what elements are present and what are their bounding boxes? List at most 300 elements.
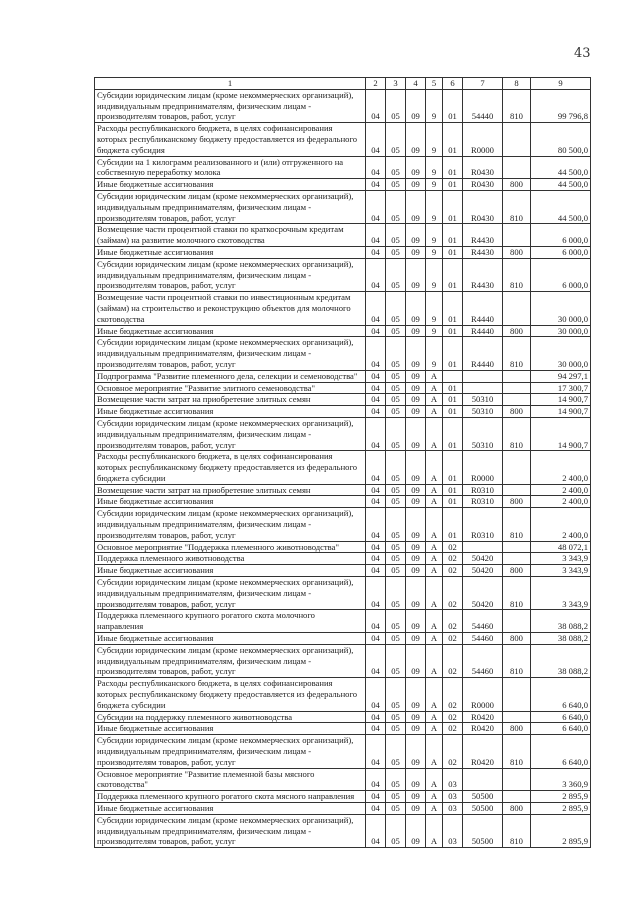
cell-amount: 6 640,0 [531,711,591,723]
cell-code-5: 01 [443,89,463,122]
cell-type-code: 800 [503,633,531,645]
cell-description: Субсидии на поддержку племенного животноводства [95,711,366,723]
cell-code-2: 05 [386,496,406,508]
cell-description: Субсидии юридическим лицам (кроме некоммерческих организаций), индивидуальным предпринимателям, физическим лицам - производителям товаров, работ, услуг [95,735,366,768]
cell-code-5: 01 [443,508,463,541]
cell-type-code: 810 [503,190,531,223]
cell-description: Расходы республиканского бюджета, в целях софинансирования которых республиканскому бюджету предоставляется из федерального бюджета субсидия [95,123,366,156]
cell-code-3: 09 [406,179,426,191]
cell-code-4: А [426,565,443,577]
cell-description: Субсидии юридическим лицам (кроме некоммерческих организаций), индивидуальным предпринимателям, физическим лицам - производителям товаров, работ, услуг [95,258,366,291]
cell-code-4: А [426,814,443,847]
cell-code-4: 9 [426,325,443,337]
cell-description: Иные бюджетные ассигнования [95,633,366,645]
cell-expense-code [463,541,503,553]
cell-expense-code: 54460 [463,644,503,677]
cell-type-code: 800 [503,179,531,191]
cell-description: Возмещение части затрат на приобретение элитных семян [95,394,366,406]
cell-amount: 6 000,0 [531,246,591,258]
cell-code-4: 9 [426,190,443,223]
cell-code-2: 05 [386,678,406,711]
cell-type-code: 810 [503,258,531,291]
cell-code-4: А [426,406,443,418]
cell-code-5: 01 [443,190,463,223]
cell-code-5: 01 [443,179,463,191]
cell-type-code: 800 [503,723,531,735]
cell-expense-code: 50500 [463,803,503,815]
cell-code-3: 09 [406,577,426,610]
cell-code-5: 03 [443,814,463,847]
cell-amount: 6 640,0 [531,723,591,735]
cell-description: Субсидии на 1 килограмм реализованного и (или) отгруженного на собственную переработку молока [95,156,366,179]
budget-table [94,77,591,848]
cell-code-5: 02 [443,711,463,723]
cell-amount: 6 000,0 [531,224,591,247]
cell-type-code [503,123,531,156]
cell-code-2: 05 [386,292,406,325]
cell-code-2: 05 [386,803,406,815]
cell-type-code [503,541,531,553]
column-header-type-code: 8 [503,78,531,90]
cell-code-3: 09 [406,484,426,496]
cell-code-5: 02 [443,723,463,735]
cell-expense-code [463,370,503,382]
cell-type-code: 800 [503,565,531,577]
cell-type-code [503,553,531,565]
column-header-code-2: 3 [386,78,406,90]
cell-expense-code: R0000 [463,678,503,711]
cell-code-2: 05 [386,791,406,803]
cell-expense-code: 50420 [463,577,503,610]
cell-code-2: 05 [386,156,406,179]
cell-amount: 38 088,2 [531,633,591,645]
cell-amount: 2 400,0 [531,484,591,496]
table-row [95,292,591,325]
cell-code-1: 04 [366,484,386,496]
table-row [95,553,591,565]
table-row [95,723,591,735]
cell-description: Иные бюджетные ассигнования [95,803,366,815]
table-row [95,179,591,191]
cell-code-1: 04 [366,325,386,337]
cell-description: Субсидии юридическим лицам (кроме некоммерческих организаций), индивидуальным предпринимателям, физическим лицам - производителям товаров, работ, услуг [95,644,366,677]
cell-code-5: 03 [443,803,463,815]
cell-code-1: 04 [366,394,386,406]
cell-expense-code: R4440 [463,325,503,337]
cell-code-1: 04 [366,711,386,723]
cell-code-5: 01 [443,123,463,156]
cell-expense-code: R4430 [463,258,503,291]
cell-amount: 38 088,2 [531,644,591,677]
cell-code-1: 04 [366,370,386,382]
cell-code-2: 05 [386,633,406,645]
cell-amount: 6 640,0 [531,735,591,768]
cell-code-3: 09 [406,541,426,553]
table-row [95,644,591,677]
cell-expense-code: R0420 [463,723,503,735]
cell-type-code [503,156,531,179]
cell-code-3: 09 [406,224,426,247]
cell-code-2: 05 [386,179,406,191]
cell-code-5: 02 [443,541,463,553]
cell-code-5: 01 [443,451,463,484]
cell-amount: 14 900,7 [531,394,591,406]
table-row [95,791,591,803]
cell-code-4: А [426,791,443,803]
cell-description: Субсидии юридическим лицам (кроме некоммерческих организаций), индивидуальным предпринимателям, физическим лицам - производителям товаров, работ, услуг [95,89,366,122]
cell-expense-code [463,768,503,791]
cell-amount: 3 343,9 [531,577,591,610]
cell-code-2: 05 [386,508,406,541]
cell-code-4: А [426,394,443,406]
cell-type-code: 810 [503,735,531,768]
cell-expense-code: R0000 [463,123,503,156]
cell-code-4: А [426,417,443,450]
cell-expense-code: R0420 [463,735,503,768]
table-row [95,156,591,179]
table-row [95,803,591,815]
cell-code-3: 09 [406,258,426,291]
cell-expense-code: 50420 [463,553,503,565]
cell-expense-code: R0430 [463,156,503,179]
cell-code-2: 05 [386,723,406,735]
cell-code-1: 04 [366,258,386,291]
cell-code-3: 09 [406,610,426,633]
cell-type-code [503,484,531,496]
cell-code-2: 05 [386,610,406,633]
table-row [95,508,591,541]
cell-code-1: 04 [366,644,386,677]
cell-code-4: А [426,553,443,565]
cell-expense-code: R0000 [463,451,503,484]
cell-code-4: А [426,484,443,496]
cell-code-3: 09 [406,370,426,382]
cell-code-5: 01 [443,224,463,247]
cell-expense-code: R0310 [463,484,503,496]
table-row [95,246,591,258]
cell-code-4: 9 [426,292,443,325]
cell-description: Иные бюджетные ассигнования [95,179,366,191]
table-row [95,541,591,553]
cell-code-1: 04 [366,814,386,847]
column-header-code-5: 6 [443,78,463,90]
cell-code-4: А [426,382,443,394]
cell-type-code: 800 [503,496,531,508]
cell-code-3: 09 [406,553,426,565]
table-row [95,484,591,496]
table-row [95,610,591,633]
column-header-description: 1 [95,78,366,90]
cell-code-5: 02 [443,610,463,633]
cell-code-2: 05 [386,190,406,223]
table-row [95,123,591,156]
cell-code-2: 05 [386,325,406,337]
cell-description: Поддержка племенного крупного рогатого скота мясного направления [95,791,366,803]
cell-type-code: 800 [503,246,531,258]
cell-code-4: А [426,451,443,484]
cell-type-code: 810 [503,644,531,677]
cell-description: Возмещение части процентной ставки по инвестиционным кредитам (займам) на строительство и реконструкцию объектов для молочного скотоводства [95,292,366,325]
cell-type-code: 810 [503,89,531,122]
cell-code-5: 01 [443,417,463,450]
cell-code-5: 01 [443,246,463,258]
cell-expense-code [463,382,503,394]
table-row [95,337,591,370]
cell-code-5: 01 [443,337,463,370]
cell-code-3: 09 [406,565,426,577]
table-row [95,711,591,723]
cell-type-code [503,678,531,711]
cell-code-5: 02 [443,577,463,610]
cell-expense-code: 54460 [463,633,503,645]
cell-code-5: 01 [443,406,463,418]
cell-code-4: А [426,496,443,508]
cell-code-4: А [426,508,443,541]
cell-expense-code: 50310 [463,406,503,418]
cell-expense-code: 50310 [463,394,503,406]
cell-code-4: 9 [426,89,443,122]
table-row [95,417,591,450]
cell-code-4: А [426,678,443,711]
cell-code-1: 04 [366,678,386,711]
cell-code-1: 04 [366,89,386,122]
cell-expense-code: R0430 [463,179,503,191]
cell-code-2: 05 [386,451,406,484]
cell-type-code [503,451,531,484]
cell-description: Основное мероприятие "Поддержка племенного животноводства" [95,541,366,553]
cell-amount: 99 796,8 [531,89,591,122]
cell-code-2: 05 [386,406,406,418]
cell-amount: 2 895,9 [531,814,591,847]
cell-code-5: 02 [443,633,463,645]
cell-code-1: 04 [366,123,386,156]
cell-code-1: 04 [366,768,386,791]
cell-code-3: 09 [406,337,426,370]
cell-code-3: 09 [406,325,426,337]
cell-code-1: 04 [366,508,386,541]
cell-amount: 44 500,0 [531,156,591,179]
cell-expense-code: R0430 [463,190,503,223]
cell-code-3: 09 [406,711,426,723]
cell-amount: 2 895,9 [531,803,591,815]
cell-description: Субсидии юридическим лицам (кроме некоммерческих организаций), индивидуальным предпринимателям, физическим лицам - производителям товаров, работ, услуг [95,417,366,450]
cell-expense-code: R4440 [463,337,503,370]
cell-type-code: 800 [503,803,531,815]
column-header-code-4: 5 [426,78,443,90]
cell-expense-code: 50500 [463,791,503,803]
cell-code-2: 05 [386,541,406,553]
cell-code-2: 05 [386,382,406,394]
cell-code-3: 09 [406,814,426,847]
cell-code-3: 09 [406,803,426,815]
cell-code-3: 09 [406,496,426,508]
cell-code-2: 05 [386,577,406,610]
table-row [95,768,591,791]
cell-amount: 2 400,0 [531,496,591,508]
cell-code-2: 05 [386,370,406,382]
cell-type-code [503,610,531,633]
cell-type-code: 810 [503,417,531,450]
cell-expense-code: 54440 [463,89,503,122]
cell-code-2: 05 [386,246,406,258]
table-row [95,394,591,406]
cell-description: Поддержка племенного животноводства [95,553,366,565]
cell-description: Субсидии юридическим лицам (кроме некоммерческих организаций), индивидуальным предпринимателям, физическим лицам - производителям товаров, работ, услуг [95,337,366,370]
cell-code-4: А [426,370,443,382]
column-header-expense-code: 7 [463,78,503,90]
cell-description: Подпрограмма "Развитие племенного дела, селекции и семеноводства" [95,370,366,382]
cell-code-5: 03 [443,791,463,803]
cell-expense-code: R4440 [463,292,503,325]
cell-description: Основное мероприятие "Развитие элитного семеноводства" [95,382,366,394]
cell-code-3: 09 [406,508,426,541]
cell-code-3: 09 [406,735,426,768]
cell-expense-code: 50420 [463,565,503,577]
cell-type-code [503,382,531,394]
cell-code-1: 04 [366,224,386,247]
cell-code-1: 04 [366,541,386,553]
table-header-row [95,78,591,90]
cell-code-3: 09 [406,394,426,406]
table-row [95,406,591,418]
cell-code-4: А [426,735,443,768]
cell-expense-code: 50500 [463,814,503,847]
cell-code-5: 01 [443,382,463,394]
cell-description: Субсидии юридическим лицам (кроме некоммерческих организаций), индивидуальным предпринимателям, физическим лицам - производителям товаров, работ, услуг [95,190,366,223]
table-row [95,814,591,847]
cell-description: Субсидии юридическим лицам (кроме некоммерческих организаций), индивидуальным предпринимателям, физическим лицам - производителям товаров, работ, услуг [95,814,366,847]
cell-description: Расходы республиканского бюджета, в целях софинансирования которых республиканскому бюджету предоставляется из федерального бюджета субсидии [95,678,366,711]
cell-code-3: 09 [406,190,426,223]
cell-code-1: 04 [366,610,386,633]
cell-description: Иные бюджетные ассигнования [95,565,366,577]
cell-code-4: А [426,577,443,610]
cell-amount: 48 072,1 [531,541,591,553]
cell-type-code [503,292,531,325]
cell-code-4: 9 [426,258,443,291]
cell-code-3: 09 [406,382,426,394]
cell-code-4: 9 [426,156,443,179]
cell-code-2: 05 [386,711,406,723]
cell-amount: 30 000,0 [531,292,591,325]
table-row [95,190,591,223]
cell-amount: 80 500,0 [531,123,591,156]
cell-code-4: 9 [426,337,443,370]
cell-code-2: 05 [386,565,406,577]
cell-type-code: 800 [503,406,531,418]
cell-code-5: 01 [443,258,463,291]
cell-code-4: А [426,723,443,735]
cell-code-2: 05 [386,258,406,291]
page-number: 43 [574,46,591,61]
table-row [95,735,591,768]
cell-code-1: 04 [366,382,386,394]
cell-code-5: 02 [443,553,463,565]
cell-code-4: 9 [426,246,443,258]
cell-code-4: А [426,803,443,815]
table-row [95,382,591,394]
cell-type-code [503,370,531,382]
cell-amount: 44 500,0 [531,190,591,223]
cell-code-3: 09 [406,723,426,735]
cell-amount: 17 300,7 [531,382,591,394]
cell-code-1: 04 [366,406,386,418]
cell-code-3: 09 [406,123,426,156]
cell-code-2: 05 [386,224,406,247]
cell-code-5: 03 [443,768,463,791]
cell-description: Субсидии юридическим лицам (кроме некоммерческих организаций), индивидуальным предпринимателям, физическим лицам - производителям товаров, работ, услуг [95,577,366,610]
cell-code-3: 09 [406,406,426,418]
table-row [95,224,591,247]
table-row [95,325,591,337]
cell-amount: 38 088,2 [531,610,591,633]
cell-description: Субсидии юридическим лицам (кроме некоммерческих организаций), индивидуальным предпринимателям, физическим лицам - производителям товаров, работ, услуг [95,508,366,541]
cell-expense-code: R0310 [463,496,503,508]
cell-code-5: 01 [443,156,463,179]
cell-code-5: 02 [443,644,463,677]
table-row [95,565,591,577]
cell-code-2: 05 [386,337,406,370]
cell-type-code: 810 [503,337,531,370]
cell-code-1: 04 [366,451,386,484]
cell-amount: 6 640,0 [531,678,591,711]
cell-code-1: 04 [366,633,386,645]
cell-type-code [503,711,531,723]
cell-code-2: 05 [386,417,406,450]
cell-amount: 2 400,0 [531,451,591,484]
cell-description: Основное мероприятие "Развитие племенной базы мясного скотоводства" [95,768,366,791]
cell-type-code: 810 [503,508,531,541]
cell-code-3: 09 [406,417,426,450]
cell-code-4: А [426,610,443,633]
cell-code-3: 09 [406,644,426,677]
cell-description: Иные бюджетные ассигнования [95,406,366,418]
cell-amount: 30 000,0 [531,325,591,337]
cell-amount: 3 343,9 [531,565,591,577]
cell-type-code: 800 [503,325,531,337]
cell-expense-code: R0310 [463,508,503,541]
cell-code-1: 04 [366,735,386,768]
cell-code-4: А [426,633,443,645]
cell-type-code: 810 [503,814,531,847]
cell-code-4: А [426,711,443,723]
cell-code-5: 02 [443,678,463,711]
cell-code-2: 05 [386,814,406,847]
table-row [95,678,591,711]
cell-code-2: 05 [386,123,406,156]
cell-description: Расходы республиканского бюджета, в целях софинансирования которых республиканскому бюджету предоставляется из федерального бюджета субсидии [95,451,366,484]
cell-code-3: 09 [406,89,426,122]
cell-code-1: 04 [366,565,386,577]
column-header-code-3: 4 [406,78,426,90]
table-row [95,258,591,291]
cell-description: Иные бюджетные ассигнования [95,723,366,735]
cell-code-4: 9 [426,224,443,247]
cell-code-1: 04 [366,553,386,565]
cell-amount: 44 500,0 [531,179,591,191]
cell-code-4: А [426,644,443,677]
cell-code-1: 04 [366,246,386,258]
cell-code-1: 04 [366,179,386,191]
cell-code-5: 02 [443,735,463,768]
table-row [95,451,591,484]
table-row [95,89,591,122]
cell-code-1: 04 [366,496,386,508]
cell-description: Иные бюджетные ассигнования [95,325,366,337]
cell-code-1: 04 [366,417,386,450]
cell-code-2: 05 [386,735,406,768]
cell-code-5: 01 [443,484,463,496]
